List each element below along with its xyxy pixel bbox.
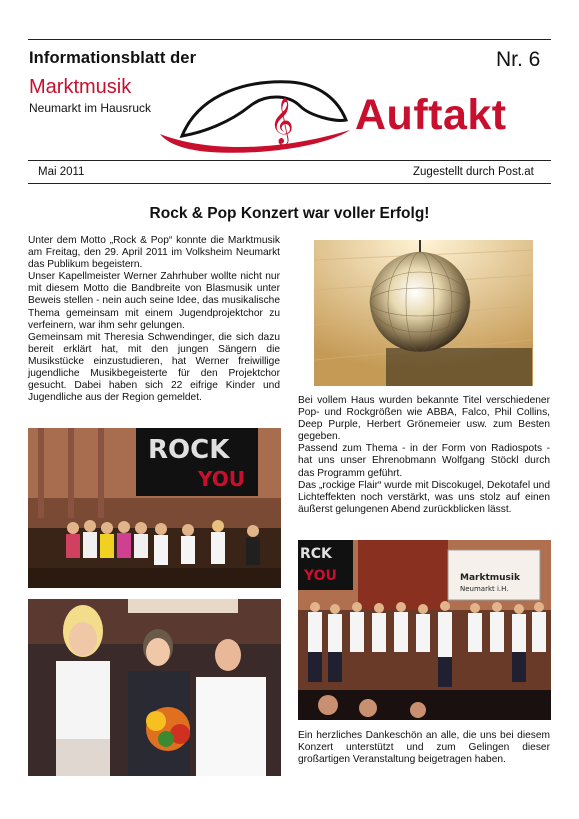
brand-subtitle: Neumarkt im Hausruck bbox=[29, 101, 152, 115]
newsletter-title: Informationsblatt der bbox=[29, 49, 197, 67]
paragraph: Ein herzliches Dankeschön an alle, die uns bei diesem Konzert unterstützt und zum Gelingen dieser großartigen Veranstaltung beigetragen haben. bbox=[298, 730, 550, 766]
right-column-text bbox=[298, 395, 550, 516]
svg-text:RCK: RCK bbox=[300, 546, 332, 562]
top-rule bbox=[28, 39, 551, 40]
disco-ball-photo bbox=[314, 240, 533, 386]
paragraph: Gemeinsam mit Theresia Schwendinger, die sich dazu bereit erklärt hat, mit den jungen Sängern die Musikstücke einzustudieren, hat Werner freiwillige jugendliche Musikbegeisterte für den Projektchor gesucht. Dabei haben sich 22 eifrige Kinder und Jugendliche aus der Region gemeldet. bbox=[28, 331, 280, 404]
award-photo bbox=[28, 599, 281, 776]
band-photo bbox=[298, 540, 551, 720]
you-banner-text-right: YOU bbox=[304, 568, 337, 584]
paragraph: Passend zum Thema - in der Form von Radiospots - hat uns unser Ehrenobmann Wolfgang Stöckl durch das Programm geführt. bbox=[298, 443, 550, 479]
you-banner-text: YOU bbox=[198, 467, 246, 491]
delivery-note: Zugestellt durch Post.at bbox=[413, 166, 534, 178]
article-headline: Rock & Pop Konzert war voller Erfolg! bbox=[149, 205, 430, 222]
disco-ball-image bbox=[314, 240, 533, 386]
closing-text bbox=[298, 730, 550, 766]
award-image bbox=[28, 599, 281, 776]
hat-logo-icon bbox=[160, 72, 360, 158]
masthead-title: Auftakt bbox=[355, 91, 507, 139]
choir-photo bbox=[28, 428, 281, 588]
paragraph: Unter dem Motto „Rock & Pop“ konnte die Marktmusik am Freitag, den 29. April 2011 im Volksheim Neumarkt das Publikum begeistern. bbox=[28, 235, 280, 271]
paragraph: Unser Kapellmeister Werner Zahrhuber wollte nicht nur mit diesem Motto die Bandbreite von Blasmusik unter Beweis stellen - nein auch seine Idee, das musikalische Thema gemeinsam mit einem Jugendprojektchor zu verfeinern, war ihm sehr gelungen. bbox=[28, 271, 280, 331]
issue-date: Mai 2011 bbox=[38, 166, 85, 178]
paragraph: Das „rockige Flair“ wurde mit Discokugel, Dekotafel und Lichteffekten noch verstärkt, was uns stolz auf einen äußerst gelungenen Abend zurückblicken lässt. bbox=[298, 479, 550, 515]
meta-bottom-rule bbox=[28, 183, 551, 184]
choir-image bbox=[28, 428, 281, 588]
band-banner-sub: Neumarkt i.H. bbox=[460, 585, 509, 593]
rock-banner-text: ROCK bbox=[148, 435, 230, 465]
header-bottom-rule bbox=[28, 160, 551, 161]
issue-number: Nr. 6 bbox=[496, 48, 541, 71]
brand-name: Marktmusik bbox=[29, 76, 132, 98]
band-image bbox=[298, 540, 551, 720]
left-column-text bbox=[28, 235, 280, 404]
band-banner-text: Marktmusik bbox=[460, 573, 520, 583]
svg-text:𝄞: 𝄞 bbox=[270, 98, 294, 144]
paragraph: Bei vollem Haus wurden bekannte Titel verschiedener Pop- und Rockgrößen wie ABBA, Falco, Phil Collins, Deep Purple, Herbert Grönemeier usw. zum Besten gegeben. bbox=[298, 395, 550, 443]
